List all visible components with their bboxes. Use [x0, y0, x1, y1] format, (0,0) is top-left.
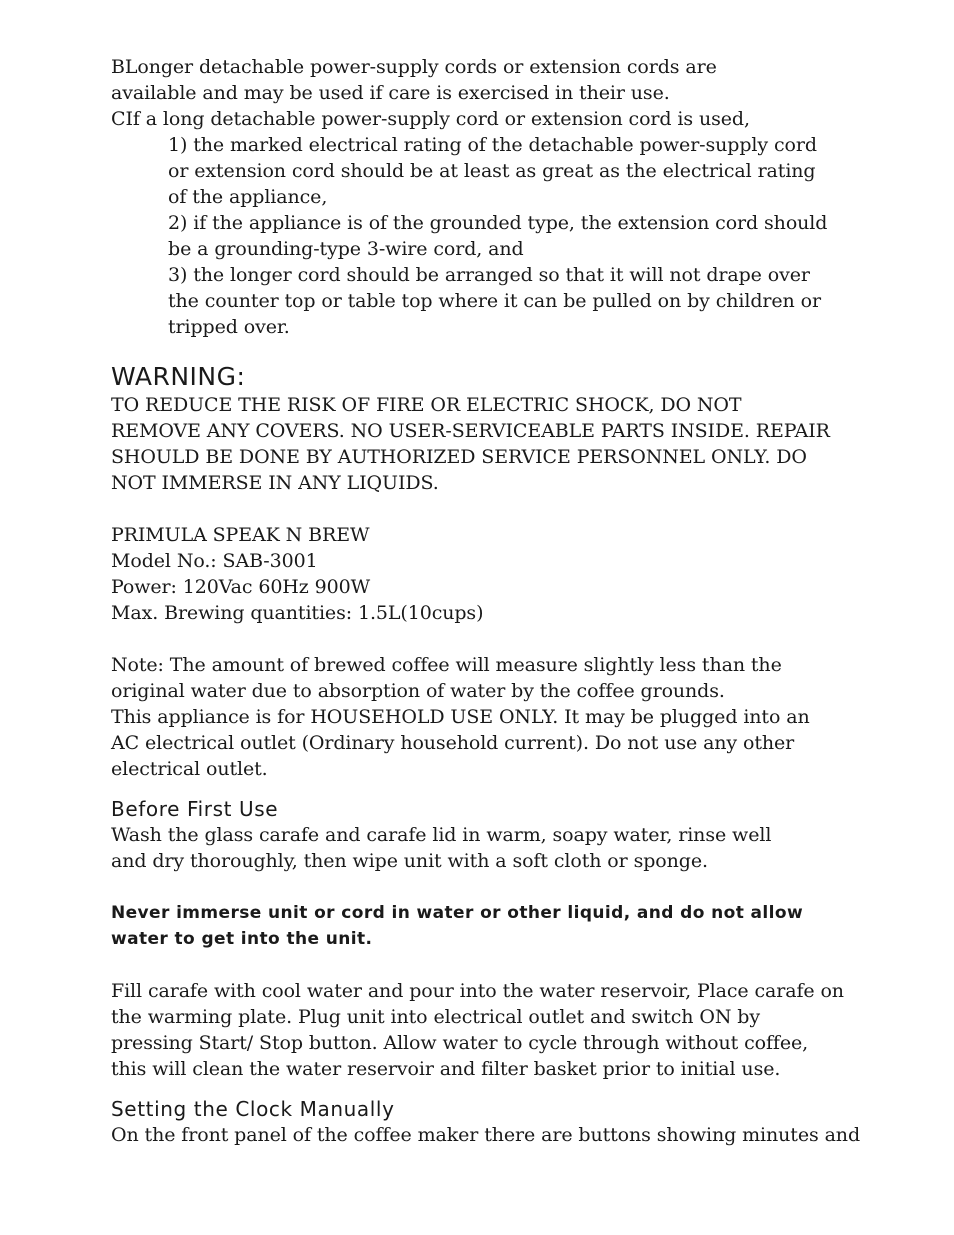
- household-paragraph: This appliance is for HOUSEHOLD USE ONLY. It may be plugged into an AC electrical outlet (Ordinary household current). Do not use any other electrical outlet.: [111, 706, 810, 780]
- wash-paragraph: Wash the glass carafe and carafe lid in warm, soapy water, rinse well and dry thoroughly, then wipe unit with a soft cloth or sponge.: [111, 824, 772, 872]
- fill-carafe-paragraph: Fill carafe with cool water and pour into the water reservoir, Place carafe on the warming plate. Plug unit into electrical outlet and switch ON by pressing Start/ Stop button. Allow water to cycle through without coffee, this will clean the water reservoir and filter basket prior to initial use.: [111, 980, 844, 1080]
- spec-product: PRIMULA SPEAK N BREW: [111, 524, 370, 546]
- spec-model: Model No.: SAB-3001: [111, 550, 318, 572]
- cord-sub-3: 3) the longer cord should be arranged so that it will not drape over the counter top or table top where it can be pulled on by children or tripped over.: [168, 264, 821, 338]
- setting-clock-heading: Setting the Clock Manually: [111, 1097, 395, 1121]
- spec-power: Power: 120Vac 60Hz 900W: [111, 576, 371, 598]
- immerse-caution: Never immerse unit or cord in water or other liquid, and do not allow water to get into the unit.: [111, 903, 804, 949]
- before-first-use-heading: Before First Use: [111, 797, 279, 821]
- cord-item-b: BLonger detachable power-supply cords or extension cords are available and may be used if care is exercised in their use.: [111, 56, 717, 104]
- cord-sub-1: 1) the marked electrical rating of the detachable power-supply cord or extension cord should be at least as great as the electrical rating of the appliance,: [168, 134, 817, 208]
- warning-heading: WARNING:: [111, 362, 246, 391]
- clock-paragraph: On the front panel of the coffee maker there are buttons showing minutes and: [111, 1124, 861, 1146]
- manual-page: [111, 54, 861, 1148]
- note-paragraph: Note: The amount of brewed coffee will measure slightly less than the original water due to absorption of water by the coffee grounds.: [111, 654, 782, 702]
- warning-text: TO REDUCE THE RISK OF FIRE OR ELECTRIC SHOCK, DO NOT REMOVE ANY COVERS. NO USER-SERVICEABLE PARTS INSIDE. REPAIR SHOULD BE DONE BY AUTHORIZED SERVICE PERSONNEL ONLY. DO NOT IMMERSE IN ANY LIQUIDS.: [111, 394, 830, 494]
- cord-item-c: CIf a long detachable power-supply cord or extension cord is used,: [111, 108, 750, 130]
- cord-sub-2: 2) if the appliance is of the grounded type, the extension cord should be a grounding-type 3-wire cord, and: [168, 212, 828, 260]
- spec-max: Max. Brewing quantities: 1.5L(10cups): [111, 602, 484, 624]
